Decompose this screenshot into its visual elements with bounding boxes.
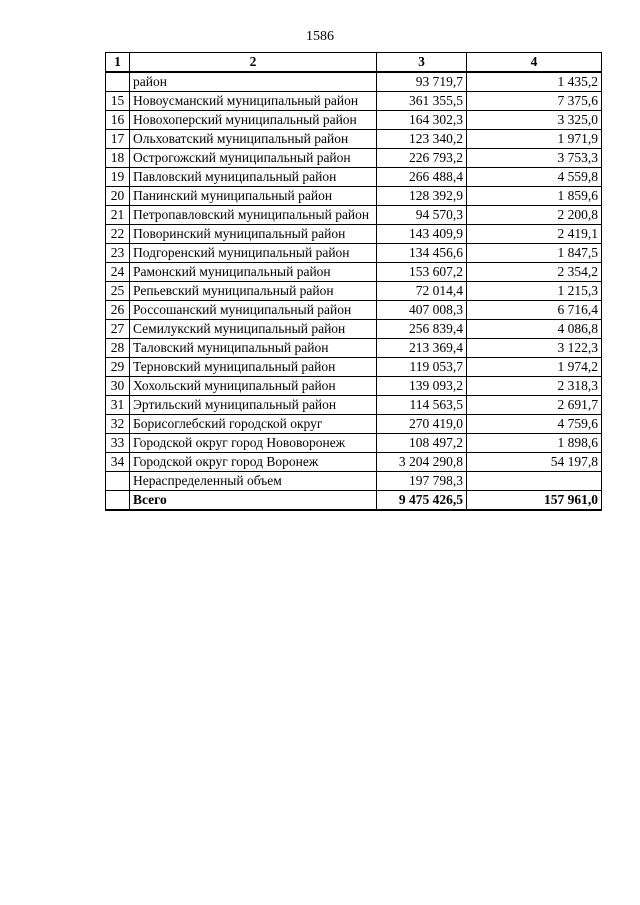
column-4-value-cell: 1 859,6	[467, 187, 602, 206]
column-4-value-cell: 1 847,5	[467, 244, 602, 263]
column-4-value-cell: 1 215,3	[467, 282, 602, 301]
column-3-value-cell: 114 563,5	[377, 396, 467, 415]
district-name-cell: Терновский муниципальный район	[130, 358, 377, 377]
row-number-cell: 29	[106, 358, 130, 377]
district-name-cell: Нераспределенный объем	[130, 472, 377, 491]
table-row	[106, 206, 602, 225]
table-header-row	[106, 53, 602, 73]
table-row	[106, 339, 602, 358]
column-4-value-cell	[467, 472, 602, 491]
column-4-value-cell: 7 375,6	[467, 92, 602, 111]
column-3-value-cell: 256 839,4	[377, 320, 467, 339]
column-header-3: 3	[377, 53, 467, 73]
column-4-value-cell: 2 419,1	[467, 225, 602, 244]
district-name-cell: Семилукский муниципальный район	[130, 320, 377, 339]
column-3-value-cell: 143 409,9	[377, 225, 467, 244]
row-number-cell: 27	[106, 320, 130, 339]
row-number-cell: 26	[106, 301, 130, 320]
column-4-value-cell: 3 325,0	[467, 111, 602, 130]
table-row	[106, 358, 602, 377]
row-number-cell: 34	[106, 453, 130, 472]
table-row	[106, 377, 602, 396]
column-3-value-cell: 226 793,2	[377, 149, 467, 168]
table-row	[106, 244, 602, 263]
row-number-cell: 22	[106, 225, 130, 244]
table-row	[106, 434, 602, 453]
district-name-cell: Россошанский муниципальный район	[130, 301, 377, 320]
column-3-value-cell: 134 456,6	[377, 244, 467, 263]
row-number-cell: 19	[106, 168, 130, 187]
table-body	[106, 72, 602, 510]
district-name-cell: Рамонский муниципальный район	[130, 263, 377, 282]
table-row	[106, 225, 602, 244]
column-4-value-cell: 4 759,6	[467, 415, 602, 434]
column-4-value-cell: 2 200,8	[467, 206, 602, 225]
row-number-cell: 25	[106, 282, 130, 301]
column-4-value-cell: 3 122,3	[467, 339, 602, 358]
district-name-cell: Хохольский муниципальный район	[130, 377, 377, 396]
district-name-cell: Ольховатский муниципальный район	[130, 130, 377, 149]
column-3-value-cell: 119 053,7	[377, 358, 467, 377]
table-row	[106, 187, 602, 206]
district-name-cell: Новохоперский муниципальный район	[130, 111, 377, 130]
column-header-1: 1	[106, 53, 130, 73]
page-number: 1586	[306, 29, 334, 44]
district-name-cell: Поворинский муниципальный район	[130, 225, 377, 244]
district-name-cell: Панинский муниципальный район	[130, 187, 377, 206]
table-row	[106, 453, 602, 472]
table-row	[106, 396, 602, 415]
district-name-cell: Всего	[130, 491, 377, 511]
column-4-value-cell: 3 753,3	[467, 149, 602, 168]
row-number-cell: 32	[106, 415, 130, 434]
column-3-value-cell: 164 302,3	[377, 111, 467, 130]
column-4-value-cell: 2 354,2	[467, 263, 602, 282]
column-3-value-cell: 270 419,0	[377, 415, 467, 434]
column-header-4: 4	[467, 53, 602, 73]
table-row	[106, 415, 602, 434]
column-4-value-cell: 1 974,2	[467, 358, 602, 377]
district-name-cell: Борисоглебский городской округ	[130, 415, 377, 434]
table-row	[106, 320, 602, 339]
district-name-cell: Таловский муниципальный район	[130, 339, 377, 358]
column-3-value-cell: 9 475 426,5	[377, 491, 467, 511]
district-name-cell: Острогожский муниципальный район	[130, 149, 377, 168]
row-number-cell: 33	[106, 434, 130, 453]
table-row	[106, 282, 602, 301]
budget-table	[105, 52, 602, 511]
district-name-cell: Городской округ город Воронеж	[130, 453, 377, 472]
district-name-cell: район	[130, 72, 377, 92]
column-3-value-cell: 139 093,2	[377, 377, 467, 396]
table-row	[106, 111, 602, 130]
row-number-cell: 31	[106, 396, 130, 415]
column-4-value-cell: 1 898,6	[467, 434, 602, 453]
row-number-cell	[106, 472, 130, 491]
row-number-cell: 21	[106, 206, 130, 225]
column-4-value-cell: 2 691,7	[467, 396, 602, 415]
table-row	[106, 130, 602, 149]
table-row	[106, 263, 602, 282]
column-4-value-cell: 4 086,8	[467, 320, 602, 339]
row-number-cell	[106, 72, 130, 92]
table-row	[106, 92, 602, 111]
column-3-value-cell: 72 014,4	[377, 282, 467, 301]
table-row	[106, 72, 602, 92]
column-3-value-cell: 108 497,2	[377, 434, 467, 453]
column-3-value-cell: 213 369,4	[377, 339, 467, 358]
district-name-cell: Подгоренский муниципальный район	[130, 244, 377, 263]
row-number-cell: 24	[106, 263, 130, 282]
column-4-value-cell: 6 716,4	[467, 301, 602, 320]
column-3-value-cell: 3 204 290,8	[377, 453, 467, 472]
row-number-cell: 18	[106, 149, 130, 168]
column-3-value-cell: 266 488,4	[377, 168, 467, 187]
table-row	[106, 472, 602, 491]
column-3-value-cell: 128 392,9	[377, 187, 467, 206]
column-4-value-cell: 1 435,2	[467, 72, 602, 92]
row-number-cell	[106, 491, 130, 511]
column-4-value-cell: 157 961,0	[467, 491, 602, 511]
row-number-cell: 20	[106, 187, 130, 206]
total-row	[106, 491, 602, 511]
district-name-cell: Эртильский муниципальный район	[130, 396, 377, 415]
column-3-value-cell: 123 340,2	[377, 130, 467, 149]
column-3-value-cell: 153 607,2	[377, 263, 467, 282]
column-header-2: 2	[130, 53, 377, 73]
column-3-value-cell: 197 798,3	[377, 472, 467, 491]
district-name-cell: Городской округ город Нововоронеж	[130, 434, 377, 453]
column-3-value-cell: 407 008,3	[377, 301, 467, 320]
column-4-value-cell: 4 559,8	[467, 168, 602, 187]
row-number-cell: 28	[106, 339, 130, 358]
district-name-cell: Петропавловский муниципальный район	[130, 206, 377, 225]
table-row	[106, 149, 602, 168]
row-number-cell: 30	[106, 377, 130, 396]
column-4-value-cell: 54 197,8	[467, 453, 602, 472]
district-name-cell: Репьевский муниципальный район	[130, 282, 377, 301]
district-name-cell: Павловский муниципальный район	[130, 168, 377, 187]
column-3-value-cell: 94 570,3	[377, 206, 467, 225]
table-row	[106, 301, 602, 320]
row-number-cell: 23	[106, 244, 130, 263]
row-number-cell: 17	[106, 130, 130, 149]
column-4-value-cell: 2 318,3	[467, 377, 602, 396]
district-name-cell: Новоусманский муниципальный район	[130, 92, 377, 111]
column-3-value-cell: 93 719,7	[377, 72, 467, 92]
column-4-value-cell: 1 971,9	[467, 130, 602, 149]
table-row	[106, 168, 602, 187]
row-number-cell: 15	[106, 92, 130, 111]
row-number-cell: 16	[106, 111, 130, 130]
column-3-value-cell: 361 355,5	[377, 92, 467, 111]
